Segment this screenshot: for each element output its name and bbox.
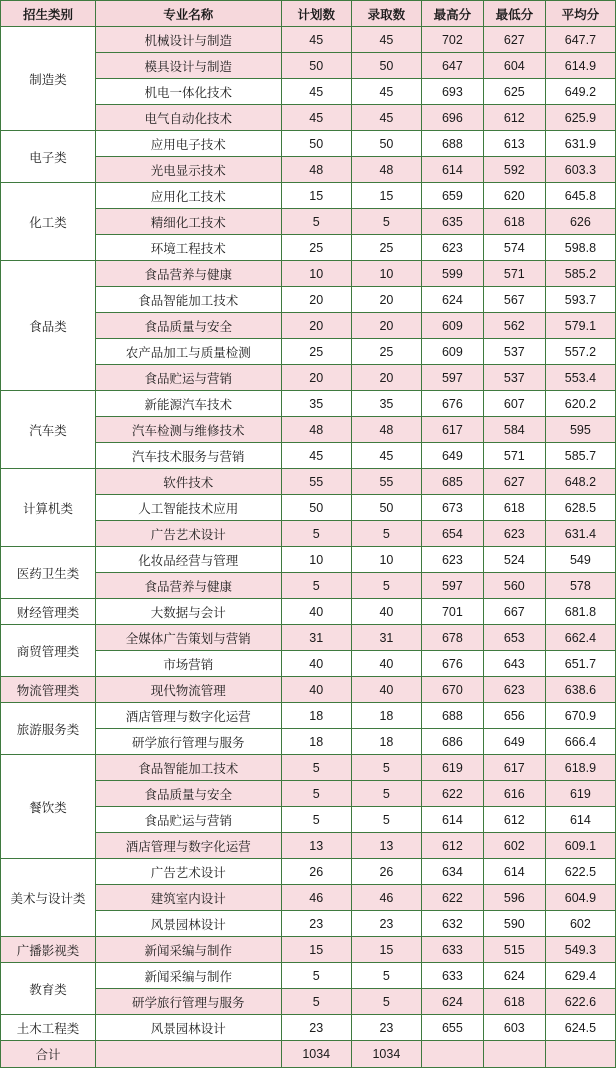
major-cell: 新闻采编与制作 [95,963,281,989]
table-row [1,391,616,417]
max-score-cell: 619 [421,755,483,781]
table-row [1,261,616,287]
avg-score-cell: 549 [545,547,615,573]
plan-count-cell: 46 [281,885,351,911]
admitted-count-cell: 25 [351,235,421,261]
admitted-count-cell: 31 [351,625,421,651]
major-cell: 风景园林设计 [95,1015,281,1041]
min-score-cell: 618 [483,989,545,1015]
admitted-count-cell: 5 [351,781,421,807]
column-header-avg-score: 平均分 [545,1,615,27]
column-header-max-score: 最高分 [421,1,483,27]
major-cell: 广告艺术设计 [95,859,281,885]
avg-score-cell: 619 [545,781,615,807]
avg-score-cell: 629.4 [545,963,615,989]
min-score-cell: 623 [483,677,545,703]
table-body [1,27,616,1068]
total-min-cell [483,1041,545,1068]
table-header-row [1,1,616,27]
major-cell: 研学旅行管理与服务 [95,729,281,755]
major-cell: 食品营养与健康 [95,573,281,599]
max-score-cell: 696 [421,105,483,131]
min-score-cell: 604 [483,53,545,79]
min-score-cell: 617 [483,755,545,781]
table-row [1,755,616,781]
min-score-cell: 624 [483,963,545,989]
max-score-cell: 609 [421,339,483,365]
total-plan-cell: 1034 [281,1041,351,1068]
category-cell: 化工类 [1,183,96,261]
plan-count-cell: 5 [281,989,351,1015]
min-score-cell: 602 [483,833,545,859]
category-cell: 广播影视类 [1,937,96,963]
total-max-cell [421,1041,483,1068]
max-score-cell: 686 [421,729,483,755]
min-score-cell: 667 [483,599,545,625]
max-score-cell: 649 [421,443,483,469]
min-score-cell: 618 [483,209,545,235]
min-score-cell: 560 [483,573,545,599]
major-cell: 应用化工技术 [95,183,281,209]
avg-score-cell: 622.5 [545,859,615,885]
plan-count-cell: 10 [281,261,351,287]
max-score-cell: 635 [421,209,483,235]
max-score-cell: 654 [421,521,483,547]
major-cell: 软件技术 [95,469,281,495]
min-score-cell: 596 [483,885,545,911]
avg-score-cell: 681.8 [545,599,615,625]
admitted-count-cell: 20 [351,287,421,313]
avg-score-cell: 622.6 [545,989,615,1015]
min-score-cell: 584 [483,417,545,443]
max-score-cell: 623 [421,235,483,261]
category-cell: 商贸管理类 [1,625,96,677]
major-cell: 机电一体化技术 [95,79,281,105]
avg-score-cell: 557.2 [545,339,615,365]
avg-score-cell: 651.7 [545,651,615,677]
plan-count-cell: 20 [281,365,351,391]
column-header-admitted: 录取数 [351,1,421,27]
table-row [1,131,616,157]
avg-score-cell: 620.2 [545,391,615,417]
total-label-cell: 合计 [1,1041,96,1068]
admitted-count-cell: 10 [351,261,421,287]
category-cell: 食品类 [1,261,96,391]
admitted-count-cell: 40 [351,599,421,625]
table-row [1,677,616,703]
avg-score-cell: 645.8 [545,183,615,209]
major-cell: 市场营销 [95,651,281,677]
category-cell: 财经管理类 [1,599,96,625]
major-cell: 机械设计与制造 [95,27,281,53]
avg-score-cell: 579.1 [545,313,615,339]
plan-count-cell: 45 [281,105,351,131]
admitted-count-cell: 5 [351,573,421,599]
max-score-cell: 702 [421,27,483,53]
min-score-cell: 613 [483,131,545,157]
admitted-count-cell: 55 [351,469,421,495]
max-score-cell: 632 [421,911,483,937]
admitted-count-cell: 5 [351,755,421,781]
max-score-cell: 685 [421,469,483,495]
major-cell: 汽车检测与维修技术 [95,417,281,443]
max-score-cell: 670 [421,677,483,703]
max-score-cell: 624 [421,287,483,313]
admitted-count-cell: 13 [351,833,421,859]
category-cell: 美术与设计类 [1,859,96,937]
category-cell: 电子类 [1,131,96,183]
max-score-cell: 676 [421,391,483,417]
category-cell: 计算机类 [1,469,96,547]
major-cell: 人工智能技术应用 [95,495,281,521]
min-score-cell: 612 [483,807,545,833]
plan-count-cell: 25 [281,235,351,261]
min-score-cell: 590 [483,911,545,937]
avg-score-cell: 626 [545,209,615,235]
min-score-cell: 515 [483,937,545,963]
avg-score-cell: 662.4 [545,625,615,651]
max-score-cell: 655 [421,1015,483,1041]
table-header [1,1,616,27]
plan-count-cell: 18 [281,703,351,729]
admitted-count-cell: 15 [351,183,421,209]
plan-count-cell: 50 [281,495,351,521]
min-score-cell: 653 [483,625,545,651]
table-row [1,183,616,209]
category-cell: 旅游服务类 [1,703,96,755]
plan-count-cell: 45 [281,27,351,53]
table-row [1,27,616,53]
min-score-cell: 571 [483,261,545,287]
max-score-cell: 624 [421,989,483,1015]
table-row [1,937,616,963]
max-score-cell: 609 [421,313,483,339]
plan-count-cell: 40 [281,599,351,625]
category-cell: 医药卫生类 [1,547,96,599]
avg-score-cell: 628.5 [545,495,615,521]
max-score-cell: 614 [421,807,483,833]
plan-count-cell: 5 [281,209,351,235]
avg-score-cell: 593.7 [545,287,615,313]
plan-count-cell: 5 [281,755,351,781]
min-score-cell: 620 [483,183,545,209]
avg-score-cell: 598.8 [545,235,615,261]
major-cell: 农产品加工与质量检测 [95,339,281,365]
plan-count-cell: 5 [281,521,351,547]
avg-score-cell: 609.1 [545,833,615,859]
major-cell: 酒店管理与数字化运营 [95,833,281,859]
max-score-cell: 622 [421,781,483,807]
plan-count-cell: 20 [281,313,351,339]
admitted-count-cell: 45 [351,27,421,53]
major-cell: 研学旅行管理与服务 [95,989,281,1015]
min-score-cell: 574 [483,235,545,261]
max-score-cell: 659 [421,183,483,209]
min-score-cell: 571 [483,443,545,469]
max-score-cell: 597 [421,573,483,599]
max-score-cell: 633 [421,937,483,963]
avg-score-cell: 614.9 [545,53,615,79]
min-score-cell: 562 [483,313,545,339]
max-score-cell: 693 [421,79,483,105]
plan-count-cell: 31 [281,625,351,651]
admitted-count-cell: 18 [351,729,421,755]
plan-count-cell: 40 [281,651,351,677]
avg-score-cell: 604.9 [545,885,615,911]
admitted-count-cell: 15 [351,937,421,963]
plan-count-cell: 13 [281,833,351,859]
category-cell: 制造类 [1,27,96,131]
admitted-count-cell: 48 [351,417,421,443]
total-avg-cell [545,1041,615,1068]
min-score-cell: 618 [483,495,545,521]
plan-count-cell: 50 [281,53,351,79]
max-score-cell: 647 [421,53,483,79]
max-score-cell: 701 [421,599,483,625]
min-score-cell: 643 [483,651,545,677]
column-header-min-score: 最低分 [483,1,545,27]
avg-score-cell: 670.9 [545,703,615,729]
plan-count-cell: 48 [281,417,351,443]
column-header-plan: 计划数 [281,1,351,27]
max-score-cell: 622 [421,885,483,911]
admitted-count-cell: 50 [351,131,421,157]
min-score-cell: 649 [483,729,545,755]
max-score-cell: 634 [421,859,483,885]
admitted-count-cell: 5 [351,807,421,833]
major-cell: 模具设计与制造 [95,53,281,79]
major-cell: 新能源汽车技术 [95,391,281,417]
major-cell: 食品智能加工技术 [95,287,281,313]
plan-count-cell: 18 [281,729,351,755]
avg-score-cell: 585.2 [545,261,615,287]
admitted-count-cell: 26 [351,859,421,885]
admitted-count-cell: 45 [351,443,421,469]
plan-count-cell: 48 [281,157,351,183]
max-score-cell: 633 [421,963,483,989]
major-cell: 食品贮运与营销 [95,365,281,391]
major-cell: 食品营养与健康 [95,261,281,287]
avg-score-cell: 647.7 [545,27,615,53]
avg-score-cell: 649.2 [545,79,615,105]
admitted-count-cell: 40 [351,677,421,703]
admitted-count-cell: 50 [351,53,421,79]
admitted-count-cell: 5 [351,989,421,1015]
table-row [1,1015,616,1041]
major-cell: 精细化工技术 [95,209,281,235]
total-row [1,1041,616,1068]
max-score-cell: 688 [421,703,483,729]
major-cell: 汽车技术服务与营销 [95,443,281,469]
avg-score-cell: 585.7 [545,443,615,469]
admitted-count-cell: 10 [351,547,421,573]
category-cell: 教育类 [1,963,96,1015]
major-cell: 食品质量与安全 [95,313,281,339]
plan-count-cell: 45 [281,443,351,469]
avg-score-cell: 638.6 [545,677,615,703]
table-row [1,599,616,625]
category-cell: 土木工程类 [1,1015,96,1041]
major-cell: 食品质量与安全 [95,781,281,807]
plan-count-cell: 15 [281,183,351,209]
min-score-cell: 614 [483,859,545,885]
max-score-cell: 673 [421,495,483,521]
min-score-cell: 627 [483,469,545,495]
max-score-cell: 676 [421,651,483,677]
avg-score-cell: 614 [545,807,615,833]
max-score-cell: 614 [421,157,483,183]
max-score-cell: 599 [421,261,483,287]
plan-count-cell: 10 [281,547,351,573]
avg-score-cell: 549.3 [545,937,615,963]
category-cell: 汽车类 [1,391,96,469]
plan-count-cell: 35 [281,391,351,417]
major-cell: 食品智能加工技术 [95,755,281,781]
avg-score-cell: 602 [545,911,615,937]
avg-score-cell: 553.4 [545,365,615,391]
plan-count-cell: 5 [281,781,351,807]
min-score-cell: 567 [483,287,545,313]
min-score-cell: 603 [483,1015,545,1041]
major-cell: 酒店管理与数字化运营 [95,703,281,729]
avg-score-cell: 618.9 [545,755,615,781]
admitted-count-cell: 5 [351,521,421,547]
major-cell: 全媒体广告策划与营销 [95,625,281,651]
major-cell: 新闻采编与制作 [95,937,281,963]
plan-count-cell: 55 [281,469,351,495]
table-row [1,625,616,651]
min-score-cell: 627 [483,27,545,53]
plan-count-cell: 25 [281,339,351,365]
min-score-cell: 537 [483,339,545,365]
max-score-cell: 678 [421,625,483,651]
avg-score-cell: 595 [545,417,615,443]
avg-score-cell: 666.4 [545,729,615,755]
admitted-count-cell: 5 [351,209,421,235]
min-score-cell: 656 [483,703,545,729]
admitted-count-cell: 25 [351,339,421,365]
min-score-cell: 612 [483,105,545,131]
avg-score-cell: 631.9 [545,131,615,157]
admitted-count-cell: 5 [351,963,421,989]
avg-score-cell: 624.5 [545,1015,615,1041]
major-cell: 应用电子技术 [95,131,281,157]
table-row [1,469,616,495]
max-score-cell: 688 [421,131,483,157]
total-admitted-cell: 1034 [351,1041,421,1068]
table-row [1,859,616,885]
avg-score-cell: 648.2 [545,469,615,495]
plan-count-cell: 23 [281,1015,351,1041]
column-header-major: 专业名称 [95,1,281,27]
table-row [1,963,616,989]
admitted-count-cell: 48 [351,157,421,183]
admitted-count-cell: 45 [351,105,421,131]
plan-count-cell: 23 [281,911,351,937]
admitted-count-cell: 20 [351,313,421,339]
min-score-cell: 616 [483,781,545,807]
major-cell: 光电显示技术 [95,157,281,183]
max-score-cell: 612 [421,833,483,859]
major-cell: 现代物流管理 [95,677,281,703]
avg-score-cell: 625.9 [545,105,615,131]
min-score-cell: 524 [483,547,545,573]
category-cell: 餐饮类 [1,755,96,859]
admitted-count-cell: 18 [351,703,421,729]
plan-count-cell: 20 [281,287,351,313]
min-score-cell: 625 [483,79,545,105]
admitted-count-cell: 23 [351,911,421,937]
table-row [1,547,616,573]
column-header-category: 招生类别 [1,1,96,27]
plan-count-cell: 5 [281,963,351,989]
max-score-cell: 617 [421,417,483,443]
min-score-cell: 537 [483,365,545,391]
plan-count-cell: 5 [281,807,351,833]
major-cell: 化妆品经营与管理 [95,547,281,573]
plan-count-cell: 40 [281,677,351,703]
major-cell: 风景园林设计 [95,911,281,937]
max-score-cell: 597 [421,365,483,391]
min-score-cell: 607 [483,391,545,417]
table-row [1,703,616,729]
major-cell: 大数据与会计 [95,599,281,625]
min-score-cell: 592 [483,157,545,183]
min-score-cell: 623 [483,521,545,547]
avg-score-cell: 631.4 [545,521,615,547]
plan-count-cell: 26 [281,859,351,885]
admitted-count-cell: 20 [351,365,421,391]
admitted-count-cell: 46 [351,885,421,911]
major-cell: 食品贮运与营销 [95,807,281,833]
major-cell: 建筑室内设计 [95,885,281,911]
max-score-cell: 623 [421,547,483,573]
plan-count-cell: 45 [281,79,351,105]
major-cell: 电气自动化技术 [95,105,281,131]
admitted-count-cell: 35 [351,391,421,417]
avg-score-cell: 603.3 [545,157,615,183]
major-cell: 环境工程技术 [95,235,281,261]
admitted-count-cell: 40 [351,651,421,677]
plan-count-cell: 15 [281,937,351,963]
admitted-count-cell: 50 [351,495,421,521]
plan-count-cell: 50 [281,131,351,157]
plan-count-cell: 5 [281,573,351,599]
admitted-count-cell: 23 [351,1015,421,1041]
category-cell: 物流管理类 [1,677,96,703]
avg-score-cell: 578 [545,573,615,599]
total-major-cell [95,1041,281,1068]
major-cell: 广告艺术设计 [95,521,281,547]
admitted-count-cell: 45 [351,79,421,105]
